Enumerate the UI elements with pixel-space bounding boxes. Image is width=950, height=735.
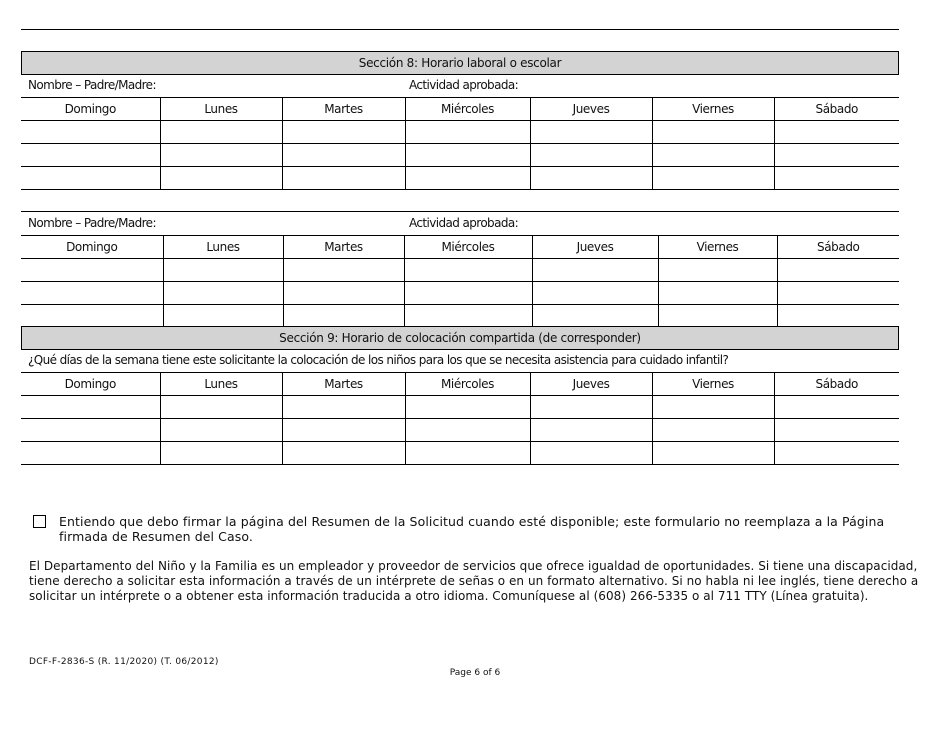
schedule-cell[interactable] bbox=[530, 396, 652, 419]
schedule-cell[interactable] bbox=[774, 442, 899, 465]
day-sunday: Domingo bbox=[21, 236, 163, 259]
parent-2-schedule-table bbox=[21, 236, 899, 328]
schedule-cell[interactable] bbox=[652, 442, 774, 465]
schedule-cell[interactable] bbox=[160, 167, 282, 190]
day-tuesday: Martes bbox=[282, 98, 405, 121]
schedule-cell[interactable] bbox=[405, 144, 530, 167]
day-tuesday: Martes bbox=[283, 236, 404, 259]
schedule-cell[interactable] bbox=[530, 144, 652, 167]
schedule-cell[interactable] bbox=[405, 442, 530, 465]
day-friday: Viernes bbox=[652, 373, 774, 396]
table-row bbox=[21, 259, 899, 282]
equal-opportunity-notice: El Departamento del Niño y la Familia es un empleador y proveedor de servicios que ofrece igualdad de oportunidades. Si tiene una discapacidad, tiene derecho a solicitar esta información a través de un intérprete de señas o en un formato alternativo. Si no habla ni lee inglés, tiene derecho a solicitar un intérprete o a obtener esta información traducida a otro idioma. Comuníquese al (608) 266-5335 o al 711 TTY (Línea gratuita). bbox=[29, 559, 919, 603]
page-number: Page 6 of 6 bbox=[449, 668, 501, 678]
day-thursday: Jueves bbox=[530, 373, 652, 396]
parent-2-row bbox=[21, 212, 899, 236]
schedule-cell[interactable] bbox=[404, 259, 532, 282]
schedule-cell[interactable] bbox=[532, 259, 658, 282]
schedule-cell[interactable] bbox=[777, 305, 899, 328]
schedule-header-row bbox=[21, 98, 899, 121]
table-row bbox=[21, 442, 899, 465]
placement-question: ¿Qué días de la semana tiene este solicitante la colocación de los niños para los que se necesita asistencia para cuidado infantil? bbox=[28, 353, 729, 367]
section-8-header: Sección 8: Horario laboral o escolar bbox=[21, 51, 899, 75]
day-friday: Viernes bbox=[652, 98, 774, 121]
table-row bbox=[21, 282, 899, 305]
schedule-cell[interactable] bbox=[777, 282, 899, 305]
day-sunday: Domingo bbox=[21, 98, 160, 121]
schedule-cell[interactable] bbox=[283, 282, 404, 305]
schedule-cell[interactable] bbox=[774, 419, 899, 442]
section-9-header: Sección 9: Horario de colocación compartida (de corresponder) bbox=[21, 326, 899, 350]
schedule-cell[interactable] bbox=[405, 419, 530, 442]
day-saturday: Sábado bbox=[774, 373, 899, 396]
schedule-cell[interactable] bbox=[160, 396, 282, 419]
table-row bbox=[21, 167, 899, 190]
day-friday: Viernes bbox=[658, 236, 777, 259]
schedule-cell[interactable] bbox=[282, 121, 405, 144]
day-monday: Lunes bbox=[160, 373, 282, 396]
day-tuesday: Martes bbox=[282, 373, 405, 396]
schedule-cell[interactable] bbox=[160, 419, 282, 442]
schedule-cell[interactable] bbox=[160, 144, 282, 167]
table-row bbox=[21, 396, 899, 419]
schedule-cell[interactable] bbox=[21, 259, 163, 282]
schedule-cell[interactable] bbox=[652, 167, 774, 190]
schedule-cell[interactable] bbox=[283, 305, 404, 328]
schedule-header-row bbox=[21, 236, 899, 259]
schedule-cell[interactable] bbox=[21, 282, 163, 305]
schedule-cell[interactable] bbox=[404, 282, 532, 305]
schedule-cell[interactable] bbox=[530, 167, 652, 190]
day-wednesday: Miércoles bbox=[405, 98, 530, 121]
schedule-cell[interactable] bbox=[21, 442, 160, 465]
schedule-cell[interactable] bbox=[163, 259, 283, 282]
schedule-cell[interactable] bbox=[774, 121, 899, 144]
schedule-cell[interactable] bbox=[163, 305, 283, 328]
day-sunday: Domingo bbox=[21, 373, 160, 396]
day-saturday: Sábado bbox=[777, 236, 899, 259]
schedule-cell[interactable] bbox=[530, 442, 652, 465]
top-rule bbox=[21, 29, 899, 30]
form-code: DCF-F-2836-S (R. 11/2020) (T. 06/2012) bbox=[29, 657, 219, 667]
day-monday: Lunes bbox=[163, 236, 283, 259]
placement-question-row bbox=[21, 349, 899, 373]
table-row bbox=[21, 419, 899, 442]
schedule-cell[interactable] bbox=[21, 121, 160, 144]
schedule-cell[interactable] bbox=[530, 121, 652, 144]
schedule-cell[interactable] bbox=[282, 144, 405, 167]
acknowledgement-text: Entiendo que debo firmar la página del Resumen de la Solicitud cuando esté disponible; este formulario no reemplaza a la Página firmada de Resumen del Caso. bbox=[59, 514, 885, 544]
day-thursday: Jueves bbox=[532, 236, 658, 259]
day-thursday: Jueves bbox=[530, 98, 652, 121]
schedule-cell[interactable] bbox=[658, 282, 777, 305]
schedule-cell[interactable] bbox=[774, 144, 899, 167]
schedule-cell[interactable] bbox=[160, 442, 282, 465]
schedule-cell[interactable] bbox=[21, 305, 163, 328]
day-saturday: Sábado bbox=[774, 98, 899, 121]
schedule-cell[interactable] bbox=[282, 419, 405, 442]
day-wednesday: Miércoles bbox=[405, 373, 530, 396]
schedule-cell[interactable] bbox=[160, 121, 282, 144]
parent-1-schedule-table bbox=[21, 98, 899, 190]
schedule-cell[interactable] bbox=[652, 396, 774, 419]
table-row bbox=[21, 144, 899, 167]
parent-1-row bbox=[21, 74, 899, 98]
parent-2-name-label: Nombre – Padre/Madre: bbox=[28, 216, 156, 230]
schedule-cell[interactable] bbox=[658, 305, 777, 328]
day-monday: Lunes bbox=[160, 98, 282, 121]
schedule-cell[interactable] bbox=[405, 167, 530, 190]
schedule-cell[interactable] bbox=[658, 259, 777, 282]
schedule-cell[interactable] bbox=[777, 259, 899, 282]
schedule-cell[interactable] bbox=[282, 167, 405, 190]
schedule-cell[interactable] bbox=[405, 396, 530, 419]
schedule-cell[interactable] bbox=[283, 259, 404, 282]
schedule-cell[interactable] bbox=[163, 282, 283, 305]
schedule-cell[interactable] bbox=[21, 144, 160, 167]
table-row bbox=[21, 121, 899, 144]
schedule-cell[interactable] bbox=[21, 167, 160, 190]
schedule-cell[interactable] bbox=[282, 396, 405, 419]
schedule-cell[interactable] bbox=[774, 167, 899, 190]
schedule-cell[interactable] bbox=[405, 121, 530, 144]
schedule-header-row bbox=[21, 373, 899, 396]
schedule-cell[interactable] bbox=[404, 305, 532, 328]
schedule-cell[interactable] bbox=[530, 419, 652, 442]
schedule-cell[interactable] bbox=[652, 144, 774, 167]
table-row bbox=[21, 305, 899, 328]
parent-1-activity-label: Actividad aprobada: bbox=[409, 78, 519, 92]
placement-schedule-table bbox=[21, 373, 899, 465]
schedule-cell[interactable] bbox=[652, 419, 774, 442]
schedule-cell[interactable] bbox=[282, 442, 405, 465]
parent-1-name-label: Nombre – Padre/Madre: bbox=[28, 78, 156, 92]
schedule-cell[interactable] bbox=[21, 396, 160, 419]
parent-2-activity-label: Actividad aprobada: bbox=[409, 216, 519, 230]
schedule-cell[interactable] bbox=[774, 396, 899, 419]
schedule-cell[interactable] bbox=[532, 282, 658, 305]
acknowledgement-checkbox[interactable] bbox=[33, 515, 46, 528]
schedule-cell[interactable] bbox=[21, 419, 160, 442]
schedule-cell[interactable] bbox=[532, 305, 658, 328]
schedule-cell[interactable] bbox=[652, 121, 774, 144]
day-wednesday: Miércoles bbox=[404, 236, 532, 259]
